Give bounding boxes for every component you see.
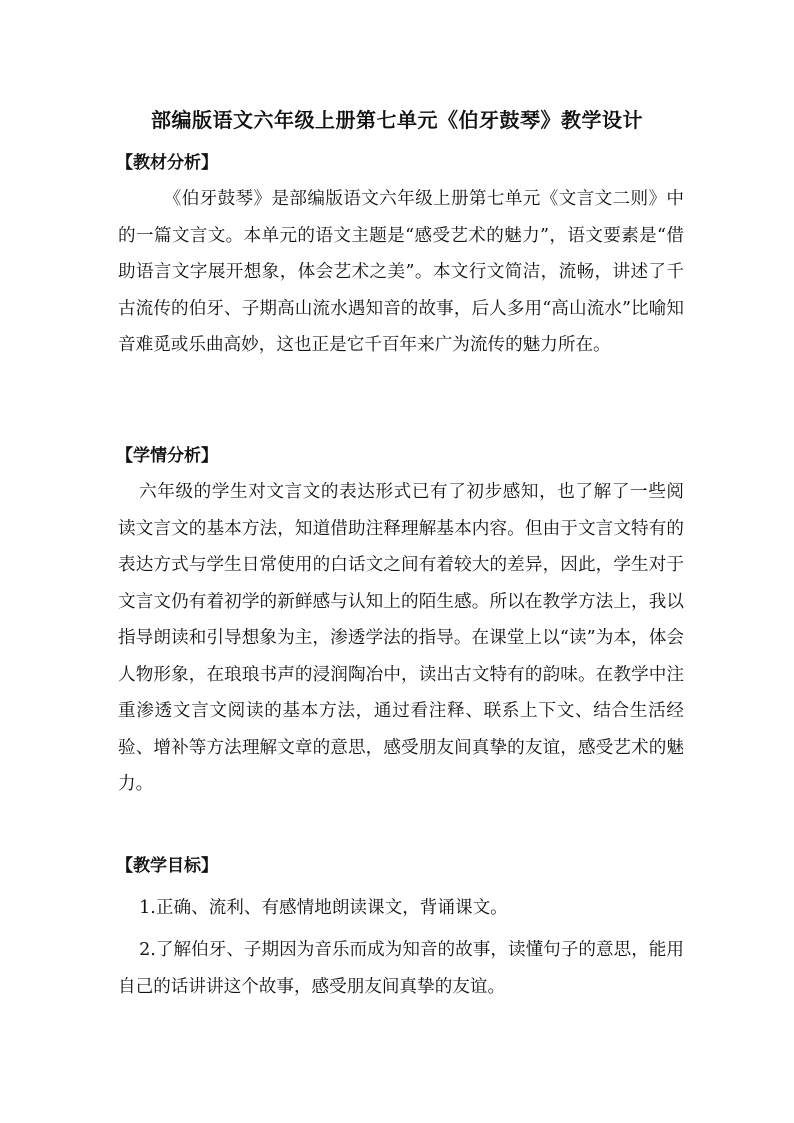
paragraph-student-analysis: 六年级的学生对文言文的表达形式已有了初步感知，也了解了一些阅读文言文的基本方法，知道借助注释理解基本内容。但由于文言文特有的表达方式与学生日常使用的白话文之间有着较大的差异，因此，学生对于文言文仍有着初学的新鲜感与认知上的陌生感。所以在教学方法上，我以指导朗读和引导想象为主，渗透学法的指导。在课堂上以“读”为本，体会人物形象，在琅琅书声的浸润陶冶中，读出古文特有的韵味。在教学中注重渗透文言文阅读的基本方法，通过看注释、联系上下文、结合生活经验、增补等方法理解文章的意思，感受朋友间真挚的友谊，感受艺术的魅力。	[118, 482, 684, 794]
paragraph-textbook-analysis: 《伯牙鼓琴》是部编版语文六年级上册第七单元《文言文二则》中的一篇文言文。本单元的语文主题是“感受艺术的魅力”，语文要素是“借助语言文字展开想象，体会艺术之美”。本文行文简洁，流畅，讲述了千古流传的伯牙、子期高山流水遇知音的故事，后人多用“高山流水”比喻知音难觅或乐曲高妙，这也正是它千百年来广为流传的魅力所在。	[118, 189, 684, 355]
objective-item-2: 2.了解伯牙、子期因为音乐而成为知音的故事，读懂句子的意思，能用自己的话讲讲这个故事，感受朋友间真挚的友谊。	[118, 940, 684, 997]
section-heading-textbook-analysis: 【教材分析】	[116, 153, 218, 173]
objective-item-1: 1.正确、流利、有感情地朗读课文，背诵课文。	[139, 898, 508, 918]
document-title: 部编版语文六年级上册第七单元《伯牙鼓琴》教学设计	[151, 108, 643, 132]
section-heading-teaching-objectives: 【教学目标】	[116, 856, 218, 876]
section-heading-student-analysis: 【学情分析】	[116, 446, 218, 466]
